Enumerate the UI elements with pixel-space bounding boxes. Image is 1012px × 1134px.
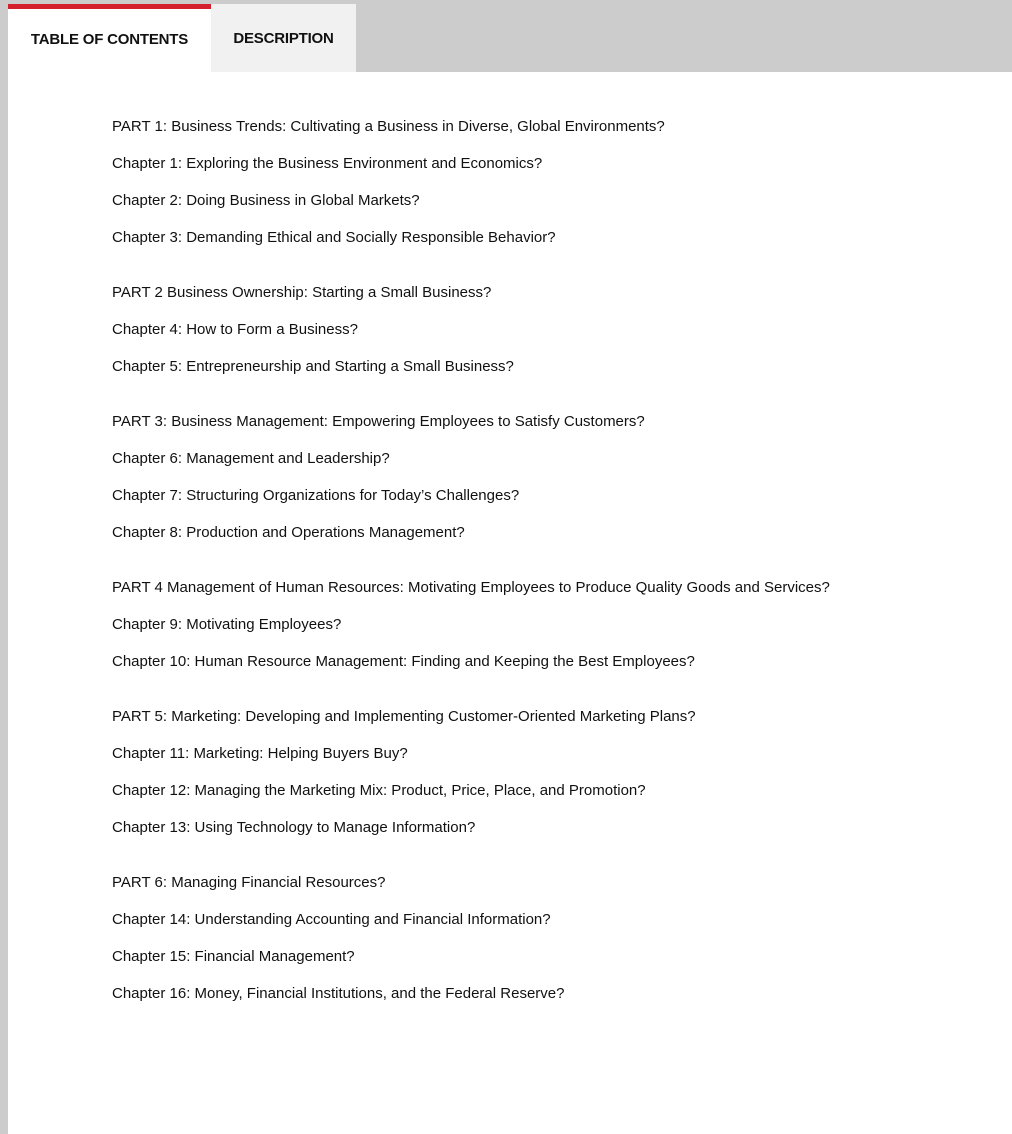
toc-section (112, 117, 830, 247)
toc-chapter: Chapter 8: Production and Operations Management? (112, 524, 465, 541)
toc-chapter: Chapter 13: Using Technology to Manage Information? (112, 819, 476, 836)
toc-chapter: Chapter 1: Exploring the Business Environment and Economics? (112, 155, 543, 172)
toc-chapter: Chapter 4: How to Form a Business? (112, 321, 358, 338)
tab-description[interactable] (211, 4, 356, 72)
toc-chapter: Chapter 5: Entrepreneurship and Starting a Small Business? (112, 358, 514, 375)
toc-part-heading: PART 2 Business Ownership: Starting a Small Business? (112, 284, 492, 301)
toc-section (112, 412, 830, 542)
toc-section (112, 283, 830, 376)
toc-section (112, 578, 830, 671)
table-of-contents-panel (8, 72, 1012, 1134)
toc-part-heading: PART 1: Business Trends: Cultivating a Business in Diverse, Global Environments? (112, 118, 665, 135)
toc-chapter: Chapter 16: Money, Financial Institutions, and the Federal Reserve? (112, 985, 565, 1002)
toc-chapter: Chapter 2: Doing Business in Global Markets? (112, 192, 420, 209)
toc-part-heading: PART 5: Marketing: Developing and Implementing Customer-Oriented Marketing Plans? (112, 708, 696, 725)
toc-section (112, 707, 830, 837)
tab-bar (0, 0, 1012, 72)
tab-description-label: DESCRIPTION (233, 29, 334, 47)
toc-section (112, 873, 830, 1003)
toc-part-heading: PART 6: Managing Financial Resources? (112, 874, 386, 891)
tab-table-of-contents[interactable] (8, 4, 211, 72)
toc-chapter: Chapter 9: Motivating Employees? (112, 616, 342, 633)
toc-part-heading: PART 4 Management of Human Resources: Motivating Employees to Produce Quality Goods and Services? (112, 579, 830, 596)
toc-chapter: Chapter 12: Managing the Marketing Mix: Product, Price, Place, and Promotion? (112, 782, 646, 799)
toc-part-heading: PART 3: Business Management: Empowering Employees to Satisfy Customers? (112, 413, 645, 430)
toc-list (112, 117, 830, 1039)
toc-chapter: Chapter 6: Management and Leadership? (112, 450, 390, 467)
toc-chapter: Chapter 14: Understanding Accounting and Financial Information? (112, 911, 551, 928)
toc-chapter: Chapter 7: Structuring Organizations for Today’s Challenges? (112, 487, 520, 504)
toc-chapter: Chapter 15: Financial Management? (112, 948, 355, 965)
tab-table-of-contents-label: TABLE OF CONTENTS (30, 31, 189, 48)
toc-chapter: Chapter 10: Human Resource Management: Finding and Keeping the Best Employees? (112, 653, 695, 670)
toc-chapter: Chapter 3: Demanding Ethical and Socially Responsible Behavior? (112, 229, 556, 246)
toc-chapter: Chapter 11: Marketing: Helping Buyers Buy? (112, 745, 408, 762)
